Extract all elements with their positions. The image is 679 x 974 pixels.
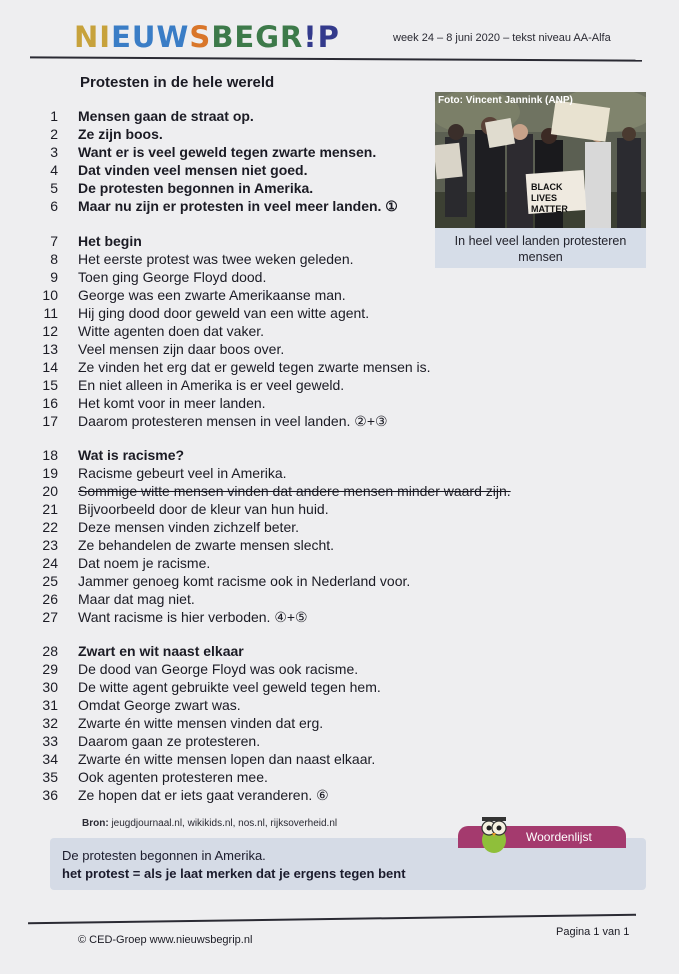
line-text: De witte agent gebruikte veel geweld tegen hem. (78, 679, 381, 695)
line-number: 18 (42, 447, 58, 463)
line-text: De dood van George Floyd was ook racisme. (78, 661, 359, 677)
line-number: 13 (42, 341, 58, 357)
text-line (0, 305, 369, 322)
line-text: Want er is veel geweld tegen zwarte mensen. (78, 144, 377, 160)
header-divider (30, 56, 642, 61)
text-line (0, 251, 354, 268)
text-line (0, 483, 511, 500)
line-text: George was een zwarte Amerikaanse man. (78, 287, 346, 303)
line-number: 14 (42, 359, 58, 375)
line-text: Witte agenten doen dat vaker. (78, 323, 265, 339)
line-number: 24 (42, 555, 58, 571)
line-number: 21 (42, 501, 58, 517)
line-text: Daarom gaan ze protesteren. (78, 733, 261, 749)
line-text: Ze behandelen de zwarte mensen slecht. (78, 537, 335, 553)
glossary-definition: het protest = als je laat merken dat je ergens tegen bent (62, 866, 406, 881)
line-text: Deze mensen vinden zichzelf beter. (78, 519, 300, 535)
glossary-example: De protesten begonnen in Amerika. (62, 848, 266, 863)
text-line (16, 198, 398, 215)
text-line (0, 609, 308, 626)
article-title: Protesten in de hele wereld (80, 74, 275, 91)
line-number: 1 (50, 108, 58, 124)
glossary-tab-label: Woordenlijst (526, 830, 592, 844)
line-text: Bijvoorbeeld door de kleur van hun huid. (78, 501, 329, 517)
line-text: De protesten begonnen in Amerika. (78, 180, 314, 196)
text-line (16, 180, 313, 197)
header-meta: week 24 – 8 juni 2020 – tekst niveau AA-Alfa (393, 32, 611, 44)
line-number: 27 (42, 609, 58, 625)
text-line (0, 787, 329, 804)
line-number: 19 (42, 465, 58, 481)
line-text: Omdat George zwart was. (78, 697, 241, 713)
line-text: Zwart en wit naast elkaar (78, 643, 244, 659)
text-line (0, 359, 431, 376)
text-line (0, 377, 344, 394)
line-text: Racisme gebeurt veel in Amerika. (78, 465, 287, 481)
text-line (0, 519, 299, 536)
line-number: 36 (42, 787, 58, 803)
line-number: 9 (50, 269, 58, 285)
line-text: Ook agenten protesteren mee. (78, 769, 268, 785)
text-line (0, 733, 260, 750)
footer-divider (28, 914, 636, 924)
nieuwsbegrip-logo: NIEUWSBEGR!P (74, 20, 340, 54)
text-line (0, 413, 388, 430)
line-number: 5 (50, 180, 58, 196)
text-line (0, 233, 142, 250)
line-text: Ze vinden het erg dat er geweld tegen zwarte mensen is. (78, 359, 431, 375)
photo-box (435, 92, 646, 268)
text-line (0, 501, 329, 518)
line-number: 15 (42, 377, 58, 393)
line-text: Daarom protesteren mensen in veel landen. ②+③ (78, 413, 388, 429)
text-line (0, 573, 410, 590)
footer-copyright: © CED-Groep www.nieuwsbegrip.nl (78, 934, 253, 946)
text-line (0, 287, 346, 304)
line-number: 7 (50, 233, 58, 249)
line-text: En niet alleen in Amerika is er veel geweld. (78, 377, 345, 393)
line-number: 34 (42, 751, 58, 767)
line-number: 25 (42, 573, 58, 589)
text-line (16, 162, 308, 179)
protest-photo (435, 92, 646, 228)
sources-label: Bron: (82, 818, 109, 829)
text-line (0, 661, 358, 678)
line-number: 16 (42, 395, 58, 411)
text-line (0, 591, 195, 608)
line-text: Dat vinden veel mensen niet goed. (78, 162, 308, 178)
line-text: Zwarte én witte mensen lopen dan naast elkaar. (78, 751, 376, 767)
line-number: 29 (42, 661, 58, 677)
line-number: 33 (42, 733, 58, 749)
line-number: 17 (42, 413, 58, 429)
text-line (0, 751, 375, 768)
line-text: Want racisme is hier verboden. ④+⑤ (78, 609, 308, 625)
text-line (0, 537, 334, 554)
text-line (16, 144, 376, 161)
line-text: Toen ging George Floyd dood. (78, 269, 267, 285)
line-text: Het komt voor in meer landen. (78, 395, 266, 411)
line-text: Wat is racisme? (78, 447, 185, 463)
text-line (0, 643, 244, 660)
line-text: Dat noem je racisme. (78, 555, 211, 571)
text-line (0, 395, 266, 412)
line-text: Zwarte én witte mensen vinden dat erg. (78, 715, 324, 731)
line-text: Jammer genoeg komt racisme ook in Nederland voor. (78, 573, 411, 589)
line-number: 4 (50, 162, 58, 178)
text-line (0, 341, 284, 358)
line-text: Het begin (78, 233, 142, 249)
line-text: Maar dat mag niet. (78, 591, 195, 607)
line-text: Veel mensen zijn daar boos over. (78, 341, 285, 357)
line-number: 8 (50, 251, 58, 267)
line-text: Hij ging dood door geweld van een witte agent. (78, 305, 370, 321)
line-number: 26 (42, 591, 58, 607)
line-number: 30 (42, 679, 58, 695)
line-text: Het eerste protest was twee weken geleden. (78, 251, 354, 267)
line-number: 28 (42, 643, 58, 659)
footer-page-number: Pagina 1 van 1 (556, 926, 630, 938)
line-text: Mensen gaan de straat op. (78, 108, 254, 124)
line-text: Ze zijn boos. (78, 126, 163, 142)
text-line (0, 555, 210, 572)
photo-credit: Foto: Vincent Jannink (ANP) (438, 95, 573, 106)
sources-line (82, 818, 337, 829)
text-line (0, 679, 381, 696)
line-text: Ze hopen dat er iets gaat veranderen. ⑥ (78, 787, 329, 803)
text-line (16, 108, 254, 125)
photo-caption: In heel veel landen protesteren mensen (454, 234, 627, 264)
text-line (0, 769, 268, 786)
text-line (0, 697, 241, 714)
text-line (0, 447, 184, 464)
text-line (0, 269, 266, 286)
text-line (0, 465, 287, 482)
owl-mascot-icon (478, 814, 510, 854)
line-number: 23 (42, 537, 58, 553)
line-number: 2 (50, 126, 58, 142)
line-number: 3 (50, 144, 58, 160)
line-number: 12 (42, 323, 58, 339)
line-text: Maar nu zijn er protesten in veel meer landen. ① (78, 198, 398, 214)
line-number: 10 (42, 287, 58, 303)
sources-text: jeugdjournaal.nl, wikikids.nl, nos.nl, rijksoverheid.nl (108, 818, 338, 829)
line-number: 31 (42, 697, 58, 713)
line-number: 11 (43, 305, 58, 321)
text-line (0, 323, 264, 340)
line-number: 35 (42, 769, 58, 785)
text-line (0, 715, 323, 732)
line-number: 32 (42, 715, 58, 731)
line-number: 22 (42, 519, 58, 535)
line-text: Sommige witte mensen vinden dat andere mensen minder waard zijn. (78, 483, 511, 499)
line-number: 6 (50, 198, 58, 214)
text-line (16, 126, 163, 143)
line-number: 20 (42, 483, 58, 499)
sign-black-lives-matter: BLACK LIVES MATTER (531, 182, 568, 214)
